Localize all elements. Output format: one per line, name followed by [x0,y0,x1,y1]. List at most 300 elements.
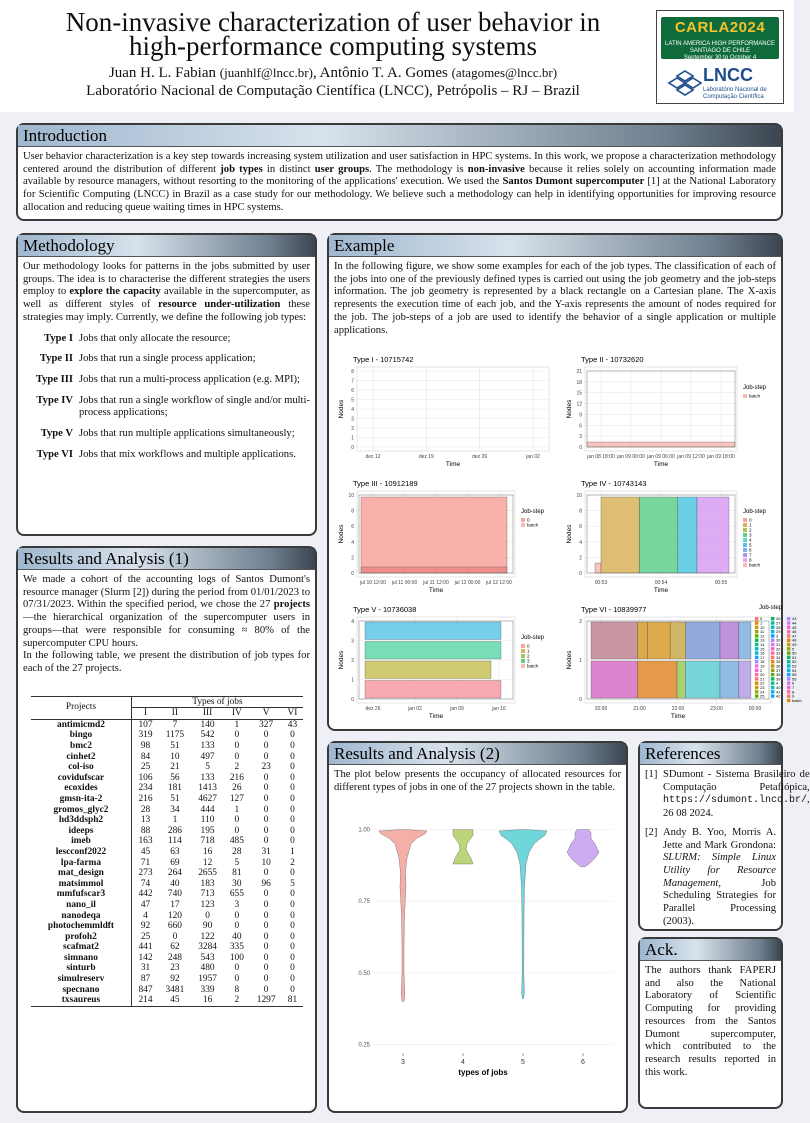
results-2-text: The plot below presents the occupancy of allocated resources for different types of jobs in one of the 27 projects shown in the table. [334,769,621,793]
job-count-cell: 0 [263,793,269,804]
legend-label: 45 [792,624,797,630]
results-1-heading: Results and Analysis (1) [18,548,315,570]
job-count-cell: 2 [290,857,295,868]
job-count-cell: 655 [229,889,244,900]
panel-y-tick: 1 [351,677,354,684]
job-count-cell: 1 [234,719,240,730]
job-type-desc: Jobs that only allocate the resource; [79,332,231,344]
panel-y-label: Nodes [566,650,573,670]
panel-x-tick: 20:00 [594,706,608,712]
legend-swatch [755,621,758,624]
job-count-cell: 10 [261,857,271,868]
carla-logo-subtitle [665,41,775,62]
panel-y-tick: 4 [351,619,354,625]
lncc-logo-icon [669,69,701,97]
job-count-cell: 0 [263,984,269,995]
job-count-cell: 28 [140,804,151,815]
panel-y-label: Nodes [338,399,345,419]
panel-x-tick: jan 08 18:00 [587,454,615,460]
legend-label: 3 [527,658,530,664]
job-type-desc: Jobs that run a single workflow of single and/or multi-process applications; [79,394,310,419]
legend-swatch [771,677,774,680]
reference-text [663,769,810,821]
table-row [31,741,303,752]
panel-y-tick: 3 [351,638,354,645]
panel-y-tick: 4 [351,539,354,546]
job-count-cell: 0 [234,910,240,921]
legend-label: 41 [776,689,781,695]
job-count-cell: 16 [202,846,213,857]
legend-label: 0 [760,616,763,622]
legend-label: 6 [749,547,752,553]
acknowledgements-text: The authors thank FAPERJ and also the National Laboratory of Scientific Computing for providing resources from the Santos Dumont supercomputer, which contributed to the research results reported in this work. [645,965,776,1078]
project-name-cell: profoh2 [31,932,132,943]
project-name-cell: scafmat2 [31,942,132,953]
legend-swatch [755,651,758,654]
job-geometry-plots [335,353,802,727]
legend-title: Job-step [743,385,767,391]
job-count-cell: 339 [200,984,215,995]
job-count-cell: 216 [229,772,244,783]
job-count-cell: 12 [202,857,213,868]
carla-sub-2: SANTIAGO DE CHILE [689,48,751,54]
table-col-header: I [132,708,159,720]
job-count-cell: 0 [263,899,269,910]
project-name-cell: imeb [31,836,132,847]
project-name-cell: specnano [31,985,132,996]
panel-x-tick: dez 26 [365,706,381,712]
project-name-cell: photochemmldft [31,921,132,932]
table-row [31,889,303,900]
job-count-cell: 0 [290,825,295,836]
panel-x-tick: jan 09 [450,706,464,712]
job-count-cell: 71 [140,857,151,868]
job-count-cell: 0 [263,815,269,826]
job-count-cell: 3 [234,899,240,910]
job-count-cell: 0 [290,804,295,815]
legend-swatch [755,686,758,689]
panel-y-tick: 2 [579,619,582,625]
legend-label: 50 [792,650,797,656]
legend-swatch [787,677,790,680]
legend-label: 1 [527,648,530,654]
legend-label: 55 [792,672,797,678]
reference-authors: Andy B. Yoo, Morris A. Jette and Mark Grondona: [663,826,776,851]
job-type-item [23,353,310,366]
job-plot-panel [566,605,802,720]
legend-label: 35 [776,659,781,665]
panel-y-tick: 2 [351,426,354,432]
job-step-block [365,661,491,679]
panel-title: Type III - 10912189 [353,479,418,488]
legend-label: 27 [776,620,781,626]
legend-label: 11 [760,629,765,635]
job-type-name: Type V [40,428,73,440]
legend-label: 48 [792,637,797,643]
job-step-block [591,661,637,698]
job-count-cell: 21 [170,762,180,773]
job-count-cell: 163 [138,836,153,847]
table-row [31,858,303,869]
legend-label: 12 [760,633,765,639]
job-count-cell: 0 [263,942,269,953]
panel-y-tick: 0 [579,571,582,577]
job-count-cell: 0 [263,836,269,847]
legend-swatch [755,682,758,685]
legend-swatch [771,664,774,667]
job-count-cell: 34 [170,804,180,815]
table-row [31,719,303,730]
job-step-block [591,622,637,659]
panel-y-tick: 18 [576,379,582,386]
job-count-cell: 7 [172,719,178,730]
table-row [31,815,303,826]
panel-y-tick: 0 [351,571,354,577]
job-count-cell: 0 [290,783,295,794]
job-count-cell: 0 [290,751,295,762]
reference-link[interactable]: https://sdumont.lncc.br/ [663,795,808,807]
project-name-cell: hd3ddsph2 [31,815,132,826]
logo-box [656,10,784,104]
intro-bold-4: Santos Dumont supercomputer [502,176,645,188]
panel-x-tick: jan 09 06:00 [647,454,675,460]
job-count-cell: 0 [290,952,295,963]
legend-swatch [743,538,747,542]
legend-label: batch [749,562,761,568]
legend-swatch [787,647,790,650]
legend-swatch [771,621,774,624]
legend-label: 33 [776,650,781,656]
job-count-cell: 0 [290,741,295,751]
table-row [31,836,303,847]
panel-x-label: Time [653,587,669,594]
legend-label: 1 [749,522,752,528]
references-heading: References [640,743,781,765]
panel-y-tick: 2 [351,555,354,562]
table-row [31,794,303,805]
legend-label: 30 [776,637,781,643]
job-count-cell: 142 [138,952,153,963]
job-step-block [361,497,507,573]
job-type-name: Type III [35,373,73,385]
job-count-cell: 28 [232,846,242,857]
job-type-name: Type IV [36,394,73,406]
lncc-logo-subtitle: Laboratório Nacional de Computação Científica [703,87,767,100]
legend-swatch [755,634,758,637]
job-count-cell: 5 [234,857,240,868]
legend-label: 22 [760,680,765,686]
panel-x-tick: dez 19 [418,454,434,460]
poster-header [0,0,794,112]
project-name-cell: lescconf2022 [31,847,132,858]
project-name-cell: gromos_glyc2 [31,805,132,816]
job-count-cell: 140 [200,719,215,730]
job-count-cell: 543 [200,952,215,963]
project-name-cell: ideeps [31,826,132,837]
panel-x-label: Time [428,713,444,720]
res1-text-3: In the following table, we present the distribution of job types for each of the 27 projects. [23,650,310,674]
violin-y-tick: 1.00 [358,827,370,834]
violin-y-tick: 0.25 [358,1042,370,1049]
panel-x-tick: jan 09 12:00 [677,454,705,460]
job-count-cell: 0 [290,889,295,900]
job-count-cell: 26 [232,783,242,794]
panel-y-tick: 0 [351,697,354,703]
project-name-cell: ecoxides [31,783,132,794]
table-row [31,911,303,922]
panel-y-tick: 1 [579,658,582,664]
panel-x-tick: jan 16 [492,706,506,712]
table-row [31,826,303,837]
panel-x-tick: jan 02 [526,454,540,460]
job-count-cell: 87 [140,974,151,985]
job-count-cell: 1 [234,804,240,815]
job-type-item [23,395,310,420]
legend-swatch [521,659,525,663]
legend-swatch [521,649,525,653]
methodology-intro [23,261,310,325]
job-step-block [720,622,739,659]
table-row [31,900,303,911]
job-count-cell: 62 [170,942,180,953]
job-count-cell: 740 [167,889,182,900]
panel-y-tick: 6 [351,524,354,531]
job-count-cell: 234 [138,783,153,794]
table-row [31,921,303,932]
table-row [31,773,303,784]
legend-label: 53 [792,663,797,669]
job-count-cell: 40 [170,878,180,889]
panel-y-tick: 7 [351,378,354,385]
job-count-cell: 0 [290,974,295,985]
legend-label: 40 [776,685,781,690]
legend-swatch [771,686,774,689]
panel-x-label: Time [670,713,686,720]
legend-title: Job-step [759,605,783,611]
results-2-heading: Results and Analysis (2) [329,743,626,765]
legend-label: 49 [792,642,797,647]
project-name-cell: simulreserv [31,974,132,985]
panel-y-tick: 3 [351,416,354,423]
job-count-cell: 1413 [198,783,217,794]
job-count-cell: 0 [263,741,269,751]
job-count-cell: 0 [263,783,269,794]
results-1-text [18,570,315,680]
job-count-cell: 88 [140,825,151,836]
job-count-cell: 214 [132,995,159,1006]
intro-text-1: User behavior characterization is a key step towards increasing system utilization and user satisfaction in HPC systems. In this work, we propose a characterization methodology centered around the distribution of different [23,151,776,175]
job-count-cell: 2655 [198,868,217,879]
legend-label: batch [527,663,539,669]
job-plot-panel [338,479,545,594]
intro-bold-3: non-invasive [467,163,525,175]
job-count-cell: 1957 [198,974,217,985]
reference-date: , 26 08 2024. [663,794,810,820]
table-row [31,963,303,974]
project-name-cell: nano_il [31,900,132,911]
legend-label: 10 [760,624,765,630]
job-type-desc: Jobs that mix workflows and multiple applications. [79,448,296,460]
job-step-block [678,497,697,573]
job-count-cell: 1 [290,846,295,857]
project-name-cell: lpa-farma [31,858,132,869]
legend-swatch [521,518,525,522]
res1-text-2: —the hierarchical organization of the supercomputer users in groups—that were responsible for consuming ≈ 80% of the supercomputer CPU hours. [23,612,310,649]
violin-x-tick: 3 [401,1059,405,1066]
legend-swatch [743,558,747,562]
job-count-cell: 10 [170,751,180,762]
job-step-block [595,563,601,573]
job-count-cell: 0 [263,952,269,963]
legend-label: batch [792,697,802,703]
panel-x-tick: 21:00 [633,706,646,712]
legend-label: 4 [749,537,752,543]
job-type-item [23,449,310,462]
table-row [31,974,303,985]
job-count-cell: 0 [234,741,240,751]
intro-bold-2: user groups [314,163,370,175]
job-count-cell: 0 [234,751,240,762]
job-count-cell: 0 [263,974,269,985]
legend-swatch [771,669,774,672]
job-count-cell: 0 [263,804,269,815]
job-type-name: Type VI [36,448,73,460]
affiliation: Laboratório Nacional de Computação Científica (LNCC), Petrópolis – RJ – Brazil [86,83,580,99]
legend-title: Job-step [521,635,545,641]
panel-y-tick: 8 [351,508,354,515]
job-count-cell: 0 [234,921,240,932]
legend-swatch [787,617,790,620]
legend-swatch [771,656,774,659]
legend-swatch [787,630,790,633]
job-count-cell: 127 [229,793,244,804]
legend-label: 0 [749,517,752,523]
job-count-cell: 0 [290,868,295,879]
intro-text-2: in distinct [262,163,315,175]
intro-bold-1: job types [220,163,263,175]
legend-swatch [743,543,747,547]
legend-label: 36 [776,663,781,669]
project-name-cell: nanodeqa [31,911,132,922]
job-count-cell: 84 [140,751,151,762]
job-count-cell: 3284 [198,942,217,953]
job-count-cell: 0 [290,963,295,974]
job-table-wrap [18,680,315,1007]
legend-label: 9 [792,693,795,699]
reference-list [640,765,810,938]
panel-y-tick: 15 [576,390,582,397]
job-count-cell: 0 [263,921,269,932]
reference-text [663,827,776,929]
example-section [327,233,802,731]
legend-label: 25 [760,693,765,699]
job-type-item [23,374,310,387]
legend-label: 26 [776,616,781,622]
legend-label: 54 [792,667,797,673]
job-count-cell: 16 [191,995,224,1006]
job-count-cell: 718 [200,836,215,847]
job-step-block [648,622,670,659]
legend-swatch [771,682,774,685]
legend-swatch [771,647,774,650]
legend-swatch [755,630,758,633]
job-count-cell: 0 [290,815,295,826]
job-count-cell: 47 [140,899,151,910]
job-type-desc: Jobs that run a multi-process application (e.g. MPI); [79,373,300,385]
job-step-block [697,497,729,573]
job-count-cell: 107 [138,719,153,730]
job-step-block [365,622,501,640]
panel-y-tick: 4 [579,539,582,546]
legend-swatch [787,626,790,629]
job-count-cell: 23 [170,963,180,974]
job-count-cell: 181 [167,783,182,794]
legend-swatch [755,643,758,646]
legend-swatch [771,694,774,697]
table-row [31,942,303,953]
legend-label: 0 [527,643,530,649]
project-name-cell: col-iso [31,762,132,773]
legend-label: 6 [792,680,795,686]
job-count-cell: 43 [287,719,298,730]
job-count-cell: 92 [170,974,180,985]
legend-swatch [743,523,747,527]
job-count-cell: 0 [263,889,269,900]
panel-x-tick: 00:00 [748,706,762,712]
legend-label: 43 [792,616,797,622]
panel-x-tick: jul 12 00:00 [454,580,481,586]
project-name-cell: bingo [31,730,132,741]
job-count-cell: 0 [290,931,295,942]
job-step-block [720,661,739,698]
legend-swatch [755,647,758,650]
panel-y-tick: 4 [351,407,354,413]
legend-swatch [743,553,747,557]
table-row [31,783,303,794]
job-count-cell: 0 [290,899,295,910]
job-plot-panel [338,605,545,720]
meth-text-1: Our methodology looks for patterns in the jobs submitted by user groups. The idea is to characterise the different strategies the users employ to [23,261,310,298]
project-name-cell: sinturb [31,963,132,974]
violin-x-label: types of jobs [458,1068,508,1077]
project-name-cell: gmsn-ita-2 [31,794,132,805]
legend-swatch [787,664,790,667]
legend-swatch [755,639,758,642]
job-count-cell: 286 [167,825,182,836]
legend-swatch [743,533,747,537]
carla-sub-1: LATIN AMERICA HIGH PERFORMANCE [665,41,775,47]
job-count-cell: 248 [167,952,182,963]
project-name-cell: txsaureus [31,995,132,1006]
job-count-cell: 0 [172,931,178,942]
job-count-cell: 17 [170,899,180,910]
panel-title: Type VI - 10839977 [581,605,647,614]
reference-number: [1] [645,769,658,780]
author-1-name: Juan H. L. Fabian [108,65,217,81]
reference-item [645,827,776,929]
legend-label: 44 [792,620,797,626]
legend-swatch [771,617,774,620]
job-count-cell: 0 [263,868,269,879]
legend-swatch [521,654,525,658]
job-count-cell: 3481 [165,984,185,995]
panel-y-tick: 8 [351,369,354,375]
job-count-cell: 335 [229,942,244,953]
author-2-email: (atagomes@lncc.br) [451,65,558,80]
legend-swatch [743,548,747,552]
results-1-section [16,546,317,1113]
panel-x-tick: 00:55 [714,580,728,586]
